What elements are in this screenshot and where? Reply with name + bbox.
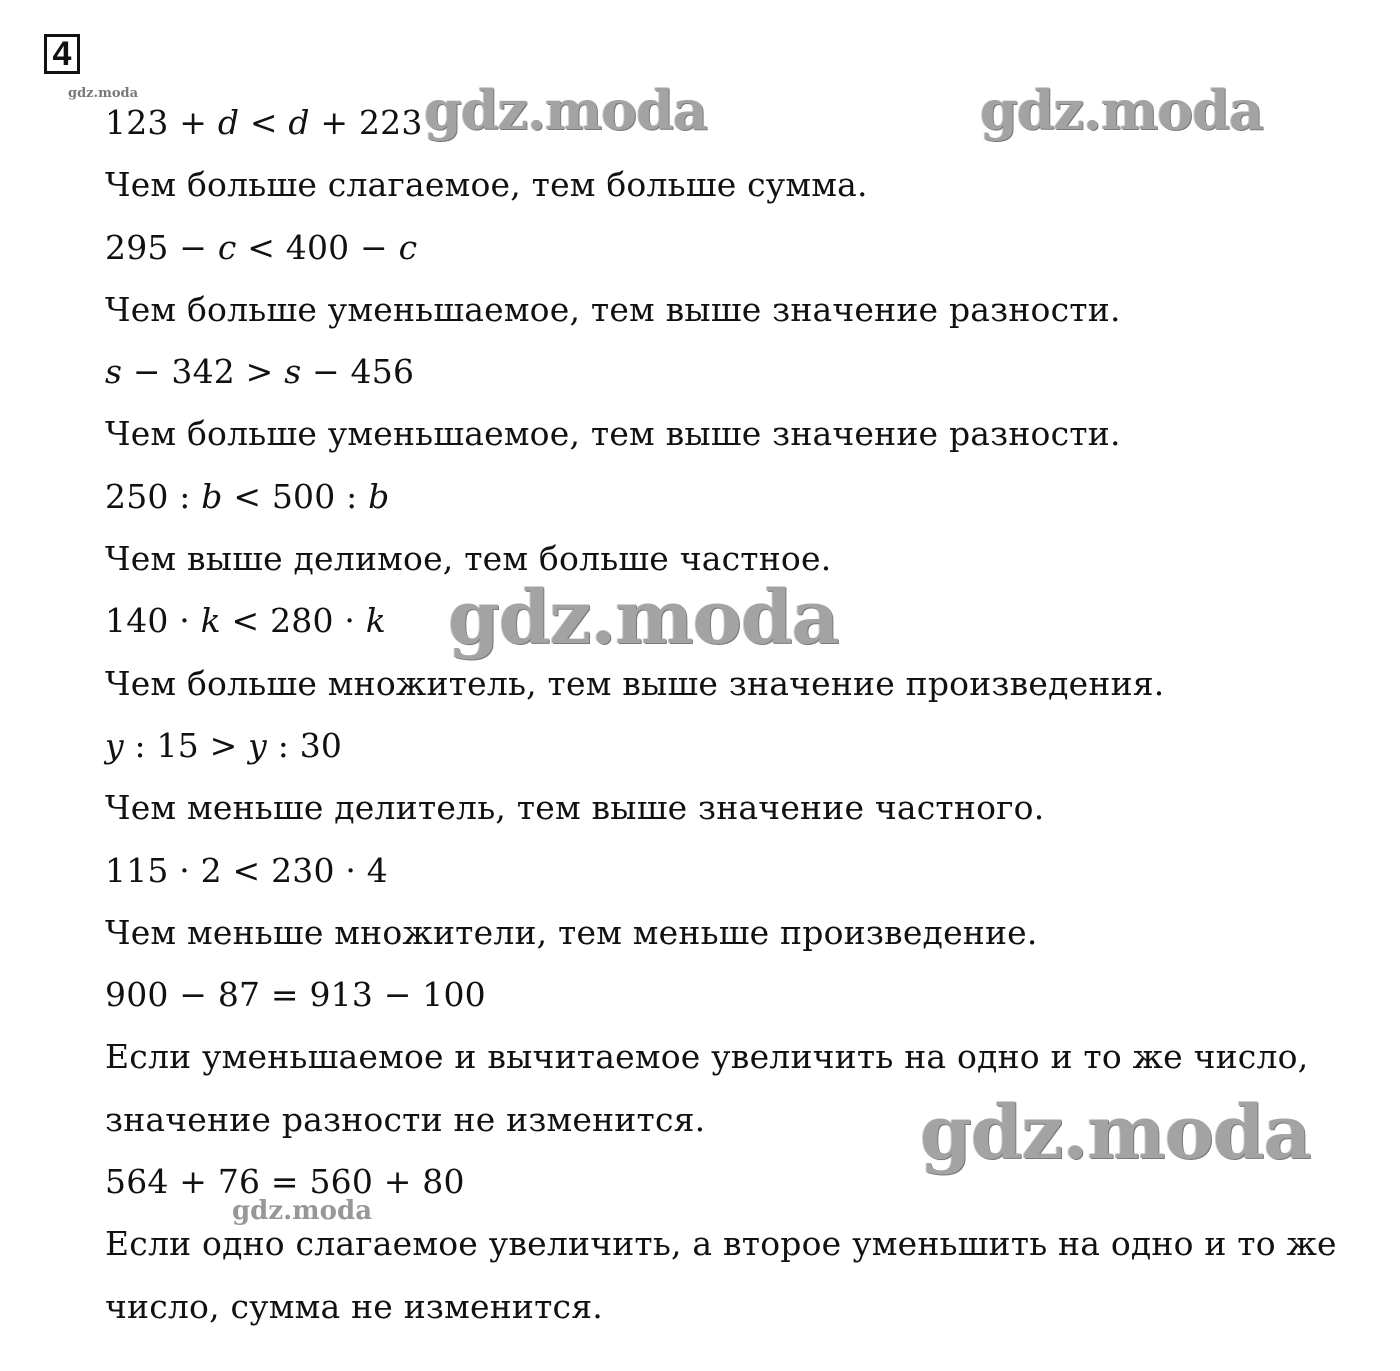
watermark: gdz.moda (424, 78, 707, 142)
math-expression: s − 342 > s − 456 (105, 352, 415, 392)
math-expression: 115 · 2 < 230 · 4 (105, 850, 388, 890)
math-expression: 295 − c < 400 − c (105, 227, 418, 267)
task-number-box: 4 (44, 34, 80, 74)
explanation-text: Если одно слагаемое увеличить, а второе уменьшить на одно и то же (105, 1224, 1337, 1264)
explanation-text: Чем больше слагаемое, тем больше сумма. (105, 165, 868, 205)
watermark: gdz.moda (68, 86, 139, 101)
explanation-text: Чем больше уменьшаемое, тем выше значение разности. (105, 289, 1121, 329)
explanation-text: Чем выше делимое, тем больше частное. (105, 539, 832, 579)
explanation-text: Чем больше уменьшаемое, тем выше значение разности. (105, 414, 1121, 454)
watermark: gdz.moda (448, 575, 839, 661)
watermark: gdz.moda (232, 1196, 373, 1226)
math-expression: 900 − 87 = 913 − 100 (105, 975, 486, 1015)
watermark: gdz.moda (920, 1090, 1311, 1176)
math-expression: y : 15 > y : 30 (105, 725, 343, 765)
math-expression: 123 + d < d + 223 (105, 103, 423, 142)
explanation-text: Если уменьшаемое и вычитаемое увеличить на одно и то же число, (105, 1037, 1309, 1077)
math-expression: 564 + 76 = 560 + 80 (105, 1162, 465, 1202)
explanation-text: Чем меньше делитель, тем выше значение частного. (105, 788, 1045, 828)
math-expression: 250 : b < 500 : b (105, 476, 390, 516)
explanation-text: число, сумма не изменится. (105, 1286, 603, 1326)
explanation-text: Чем меньше множители, тем меньше произведение. (105, 912, 1038, 952)
explanation-text: значение разности не изменится. (105, 1099, 706, 1139)
math-expression: 140 · k < 280 · k (105, 601, 386, 641)
watermark: gdz.moda (980, 78, 1263, 142)
explanation-text: Чем больше множитель, тем выше значение произведения. (105, 663, 1165, 703)
